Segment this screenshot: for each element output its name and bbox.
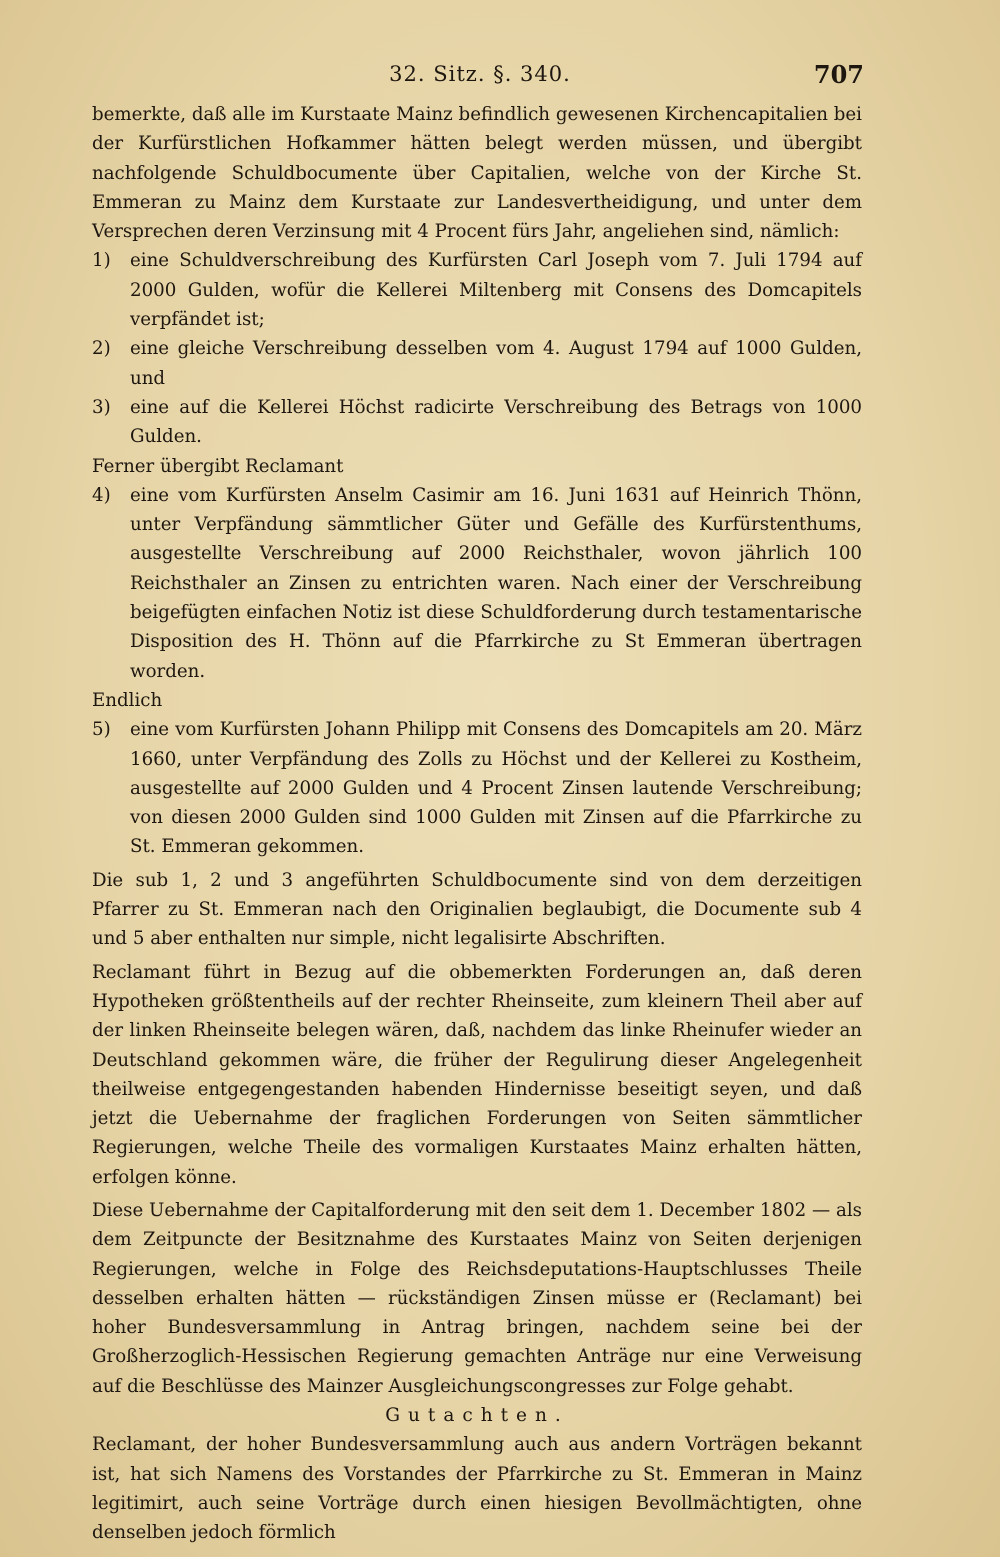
list-item [92,481,862,686]
list-item [92,246,862,334]
final-paragraph: Reclamant, der hoher Bundesversammlung auch aus andern Vorträgen bekannt ist, hat sich Namens des Vorstandes der Pfarrkirche zu St. Emmeran in Mainz legitimirt, auch seine Vorträge durch einen hiesigen Bevollmächtigten, ohne denselben jedoch förmlich [92,1434,862,1544]
paragraph: Reclamant führt in Bezug auf die obbemerkten Forderungen an, daß deren Hypotheken größtentheils auf der rechter Rheinseite, zum kleinern Theil aber auf der linken Rheinseite belegen wären, daß, nachdem das linke Rheinufer wieder an Deutschland gekommen wäre, die früher der Regulirung dieser Angelegenheit theilweise entgegengestanden habenden Hindernisse beseitigt seyen, und daß jetzt die Uebernahme der fraglichen Forderungen von Seiten sämmtlicher Regierungen, welche Theile des vormaligen Kurstaates Mainz erhalten hätten, erfolgen könne. [92,961,862,1188]
list-item-text: eine auf die Kellerei Höchst radicirte Verschreibung des Betrags von 1000 Gulden. [130,396,862,448]
paragraph: Die sub 1, 2 und 3 angeführten Schuldbocumente sind von dem derzeitigen Pfarrer zu St. Emmeran nach den Originalien beglaubigt, die Documente sub 4 und 5 aber enthalten nur simple, nicht legalisirte Abschriften. [92,869,862,950]
running-head: 32. Sitz. §. 340. [389,62,571,86]
list-item-text: eine vom Kurfürsten Anselm Casimir am 16. Juni 1631 auf Heinrich Thönn, unter Verpfändung sämmtlicher Güter und Gefälle des Kurfürstenthums, ausgestellte Verschreibung auf 2000 Reichsthaler, wovon jährlich 100 Reichsthaler an Zinsen zu entrichten waren. Nach einer der Verschreibung beigefügten einfachen Notiz ist diese Schuldforderung durch testamentarische Disposition des H. Thönn auf die Pfarrkirche zu St Emmeran übertragen worden. [130,484,862,682]
list-item-text: eine gleiche Verschreibung desselben vom 4. August 1794 auf 1000 Gulden, und [130,338,862,389]
page-number: 707 [813,60,864,89]
ferner-line: Ferner übergibt Reclamant [92,455,344,477]
list-item-label: 4) [92,484,111,506]
list-item [92,334,862,393]
list-item-label: 3) [92,396,111,418]
intro-paragraph: bemerkte, daß alle im Kurstaate Mainz befindlich gewesenen Kirchencapitalien bei der Kurfürstlichen Hofkammer hätten belegt werden müssen, und übergibt nachfolgende Schuldbocumente über Capitalien, welche von der Kirche St. Emmeran zu Mainz dem Kurstaate zur Landesvertheidigung, und unter dem Versprechen deren Verzinsung mit 4 Procent fürs Jahr, angeliehen sind, nämlich: [92,104,862,243]
endlich-line: Endlich [92,689,163,711]
list-item-text: eine Schuldverschreibung des Kurfürsten Carl Joseph vom 7. Juli 1794 auf 2000 Gulden, wofür die Kellerei Miltenberg mit Consens des Domcapitels verpfändet ist; [130,250,862,331]
list-item-label: 2) [92,338,111,360]
list-item-label: 5) [92,719,111,741]
body-text [92,100,862,1548]
list-item [92,393,862,452]
section-heading: Gutachten. [385,1405,569,1427]
list-item-text: eine vom Kurfürsten Johann Philipp mit Consens des Domcapitels am 20. März 1660, unter Verpfändung des Zolls zu Höchst und der Kellerei zu Kostheim, ausgestellte auf 2000 Gulden und 4 Procent Zinsen lautende Verschreibung; von diesen 2000 Gulden sind 1000 Gulden mit Zinsen auf die Pfarrkirche zu St. Emmeran gekommen. [130,719,862,858]
paragraph: Diese Uebernahme der Capitalforderung mit den seit dem 1. December 1802 — als dem Zeitpuncte der Besitznahme des Kurstaates Mainz von Seiten derjenigen Regierungen, welche in Folge des Reichsdeputations-Hauptschlusses Theile desselben erhalten hätten — rückständigen Zinsen müsse er (Reclamant) bei hoher Bundesversammlung in Antrag bringen, nachdem seine bei der Großherzoglich-Hessischen Regierung gemachten Anträge nur eine Verweisung auf die Beschlüsse des Mainzer Ausgleichungscongresses zur Folge gehabt. [92,1199,862,1397]
page-header [96,60,864,90]
list-item-label: 1) [92,250,111,272]
list-item [92,715,862,861]
